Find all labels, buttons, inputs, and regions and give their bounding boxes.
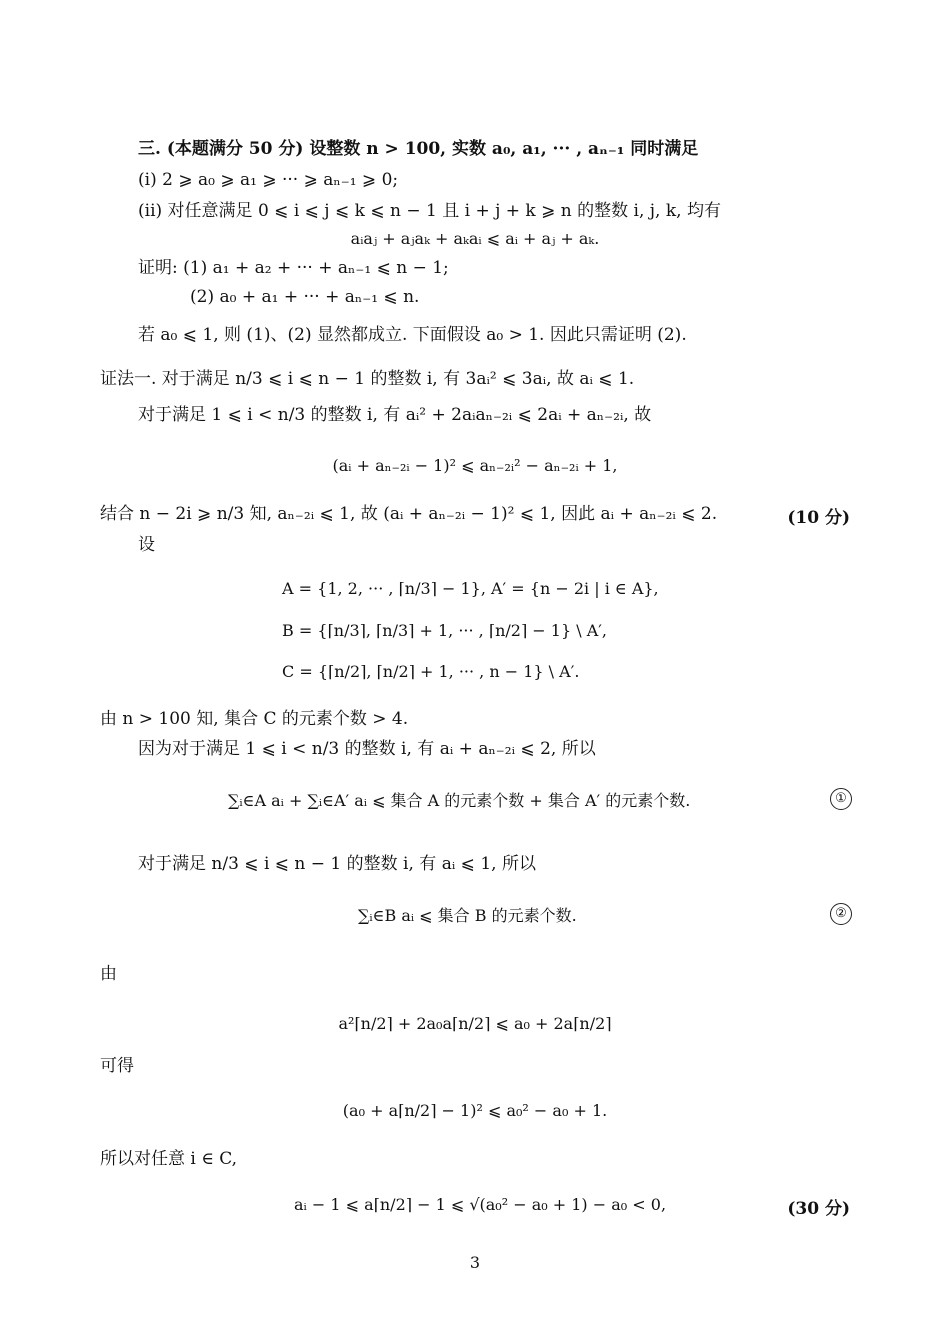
circled-mark-1: ①: [830, 788, 852, 810]
page-number: 3: [469, 1253, 481, 1272]
set-a: A = {1, 2, ··· , ⌈n/3⌉ − 1}, A′ = {n − 2i | i ∈ A},: [282, 579, 659, 598]
condition-2: (ii) 对任意满足 0 ⩽ i ⩽ j ⩽ k ⩽ n − 1 且 i + j + k ⩾ n 的整数 i, j, k, 均有: [138, 201, 721, 221]
prove-part-1: 证明: (1) a₁ + a₂ + ··· + aₙ₋₁ ⩽ n − 1;: [138, 258, 449, 278]
solution-intro: 若 a₀ ⩽ 1, 则 (1)、(2) 显然都成立. 下面假设 a₀ > 1. 因此只需证明 (2).: [138, 325, 687, 345]
problem-header: 三. (本题满分 50 分) 设整数 n > 100, 实数 a₀, a₁, ··· , aₙ₋₁ 同时满足: [138, 139, 699, 159]
circled-mark-2: ②: [830, 903, 852, 925]
set-word: 设: [138, 535, 155, 555]
set-b: B = {⌈n/3⌉, ⌈n/3⌉ + 1, ··· , ⌈n/2⌉ − 1} \ A′,: [282, 621, 607, 640]
proof-paragraph-1: 证法一. 对于满足 n/3 ⩽ i ⩽ n − 1 的整数 i, 有 3aᵢ² ⩽ 3aᵢ, 故 aᵢ ⩽ 1.: [100, 369, 635, 389]
score-30: (30 分): [787, 1199, 850, 1219]
equation-2: ∑ᵢ∈A aᵢ + ∑ᵢ∈A′ aᵢ ⩽ 集合 A 的元素个数 + 集合 A′ 的元素个数.: [228, 791, 691, 810]
condition-2-equation: aᵢaⱼ + aⱼaₖ + aₖaᵢ ⩽ aᵢ + aⱼ + aₖ.: [350, 229, 600, 248]
prove-part-2: (2) a₀ + a₁ + ··· + aₙ₋₁ ⩽ n.: [190, 287, 420, 307]
equation-4: a²⌈n/2⌉ + 2a₀a⌈n/2⌉ ⩽ a₀ + 2a⌈n/2⌉: [338, 1014, 612, 1033]
equation-3: ∑ᵢ∈B aᵢ ⩽ 集合 B 的元素个数.: [358, 906, 577, 925]
proof-paragraph-6: 对于满足 n/3 ⩽ i ⩽ n − 1 的整数 i, 有 aᵢ ⩽ 1, 所以: [138, 854, 536, 874]
equation-1: (aᵢ + aₙ₋₂ᵢ − 1)² ⩽ aₙ₋₂ᵢ² − aₙ₋₂ᵢ + 1,: [332, 456, 618, 475]
score-10: (10 分): [787, 508, 850, 528]
proof-paragraph-4: 由 n > 100 知, 集合 C 的元素个数 > 4.: [100, 709, 409, 729]
equation-6: aᵢ − 1 ⩽ a⌈n/2⌉ − 1 ⩽ √(a₀² − a₀ + 1) − a₀ < 0,: [294, 1195, 667, 1214]
proof-paragraph-5: 因为对于满足 1 ⩽ i < n/3 的整数 i, 有 aᵢ + aₙ₋₂ᵢ ⩽ 2, 所以: [138, 739, 596, 759]
set-c: C = {⌈n/2⌉, ⌈n/2⌉ + 1, ··· , n − 1} \ A′.: [282, 662, 580, 681]
you-word: 由: [100, 964, 117, 984]
condition-1: (i) 2 ⩾ a₀ ⩾ a₁ ⩾ ··· ⩾ aₙ₋₁ ⩾ 0;: [138, 170, 399, 190]
kede-word: 可得: [100, 1056, 134, 1076]
equation-5: (a₀ + a⌈n/2⌉ − 1)² ⩽ a₀² − a₀ + 1.: [342, 1101, 608, 1120]
proof-paragraph-3: 结合 n − 2i ⩾ n/3 知, aₙ₋₂ᵢ ⩽ 1, 故 (aᵢ + aₙ₋₂ᵢ − 1)² ⩽ 1, 因此 aᵢ + aₙ₋₂ᵢ ⩽ 2.: [100, 504, 718, 524]
proof-paragraph-2: 对于满足 1 ⩽ i < n/3 的整数 i, 有 aᵢ² + 2aᵢaₙ₋₂ᵢ ⩽ 2aᵢ + aₙ₋₂ᵢ, 故: [138, 405, 652, 425]
proof-paragraph-7: 所以对任意 i ∈ C,: [100, 1149, 238, 1169]
